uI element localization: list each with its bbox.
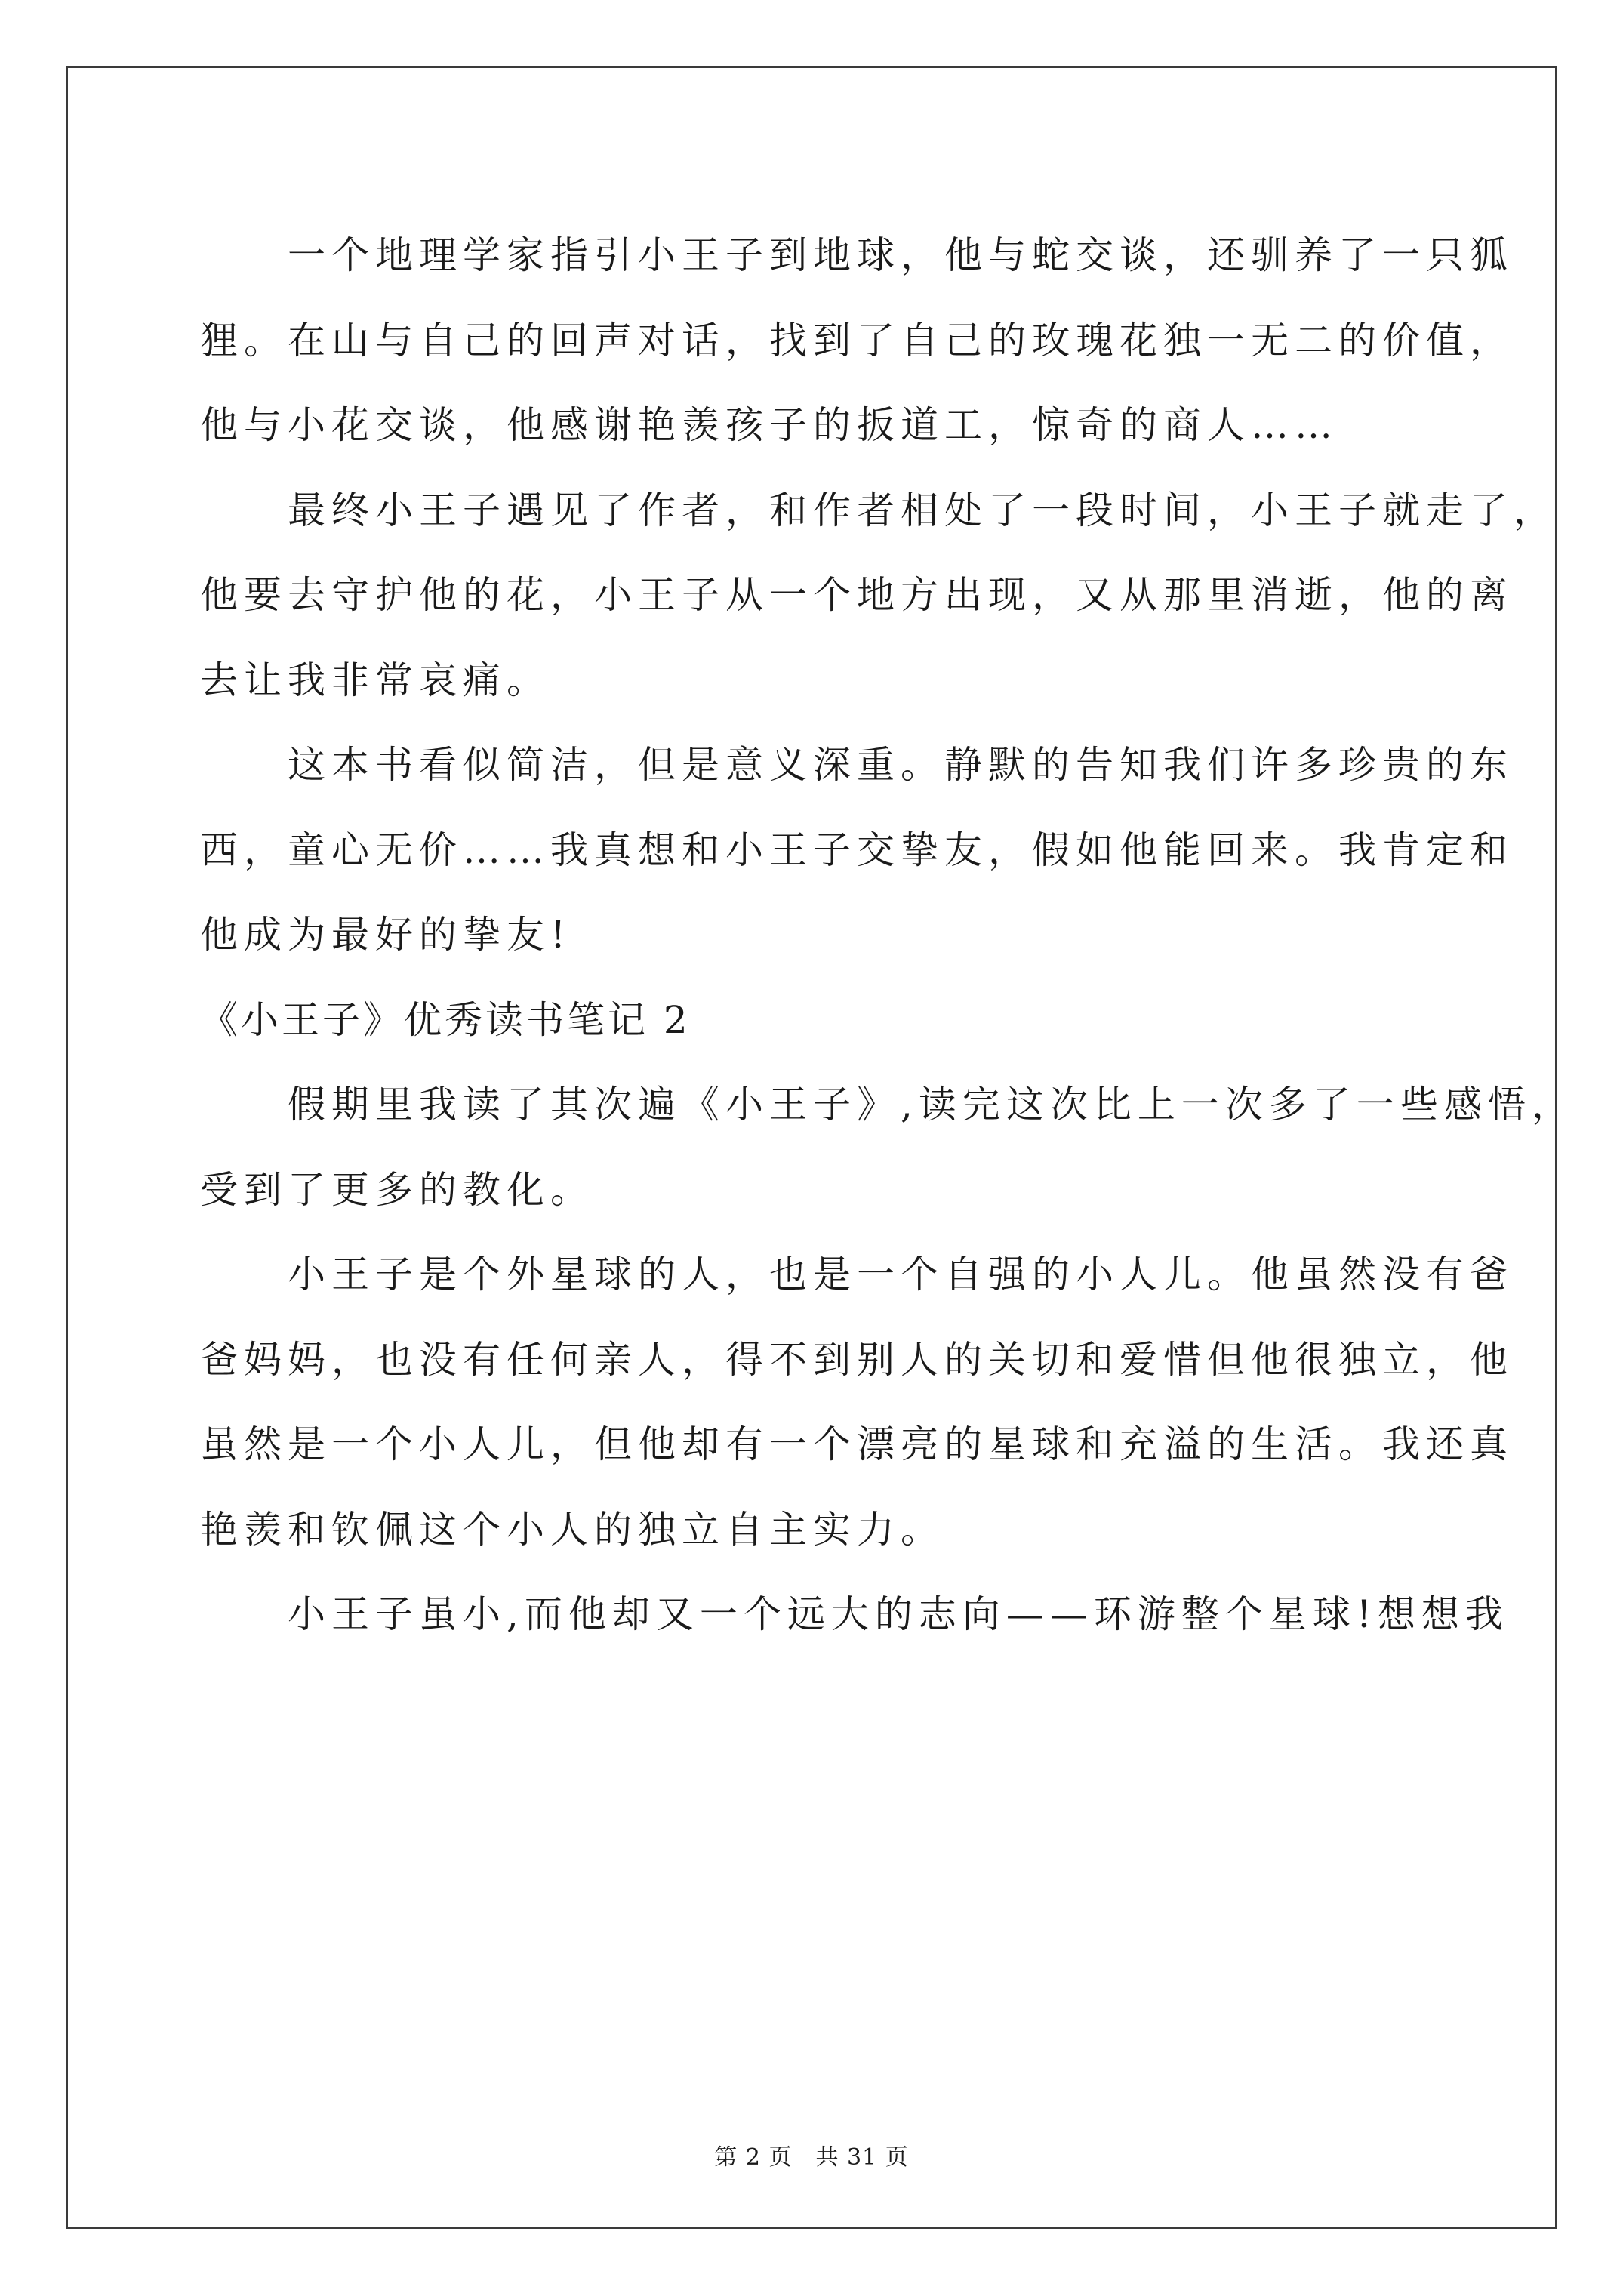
text-line: 一个地理学家指引小王子到地球，他与蛇交谈，还驯养了一只狐 bbox=[200, 233, 1514, 277]
text-line: 受到了更多的教化。 bbox=[200, 1167, 594, 1212]
section-heading: 《小王子》优秀读书笔记 2 bbox=[200, 997, 691, 1042]
text-line: 他要去守护他的花，小王子从一个地方出现，又从那里消逝，他的离 bbox=[200, 573, 1514, 617]
text-line: 他成为最好的挚友! bbox=[200, 913, 572, 957]
text-line: 假期里我读了其次遍《小王子》,读完这次比上一次多了一些感悟， bbox=[200, 1083, 1575, 1126]
text-line: 最终小王子遇见了作者，和作者相处了一段时间，小王子就走了， bbox=[200, 488, 1557, 532]
page-number-footer: 第 2 页 共 31 页 bbox=[714, 2144, 909, 2171]
text-line: 这本书看似简洁，但是意义深重。静默的告知我们许多珍贵的东 bbox=[200, 743, 1514, 787]
text-line: 艳羡和钦佩这个小人的独立自主实力。 bbox=[200, 1507, 944, 1552]
text-line: 虽然是一个小人儿，但他却有一个漂亮的星球和充溢的生活。我还真 bbox=[200, 1422, 1514, 1466]
text-line: 他与小花交谈，他感谢艳羡孩子的扳道工，惊奇的商人…… bbox=[200, 403, 1338, 447]
document-body bbox=[200, 213, 1575, 1657]
text-line: 爸妈妈，也没有任何亲人，得不到别人的关切和爱惜但他很独立，他 bbox=[200, 1337, 1514, 1382]
text-line: 去让我非常哀痛。 bbox=[200, 658, 550, 702]
text-line: 小王子是个外星球的人，也是一个自强的小人儿。他虽然没有爸 bbox=[200, 1253, 1514, 1296]
text-line: 西，童心无价……我真想和小王子交挚友，假如他能回来。我肯定和 bbox=[200, 827, 1514, 872]
text-line: 狸。在山与自己的回声对话，找到了自己的玫瑰花独一无二的价值， bbox=[200, 318, 1514, 362]
text-line: 小王子虽小,而他却又一个远大的志向——环游整个星球!想想我 bbox=[200, 1592, 1509, 1636]
